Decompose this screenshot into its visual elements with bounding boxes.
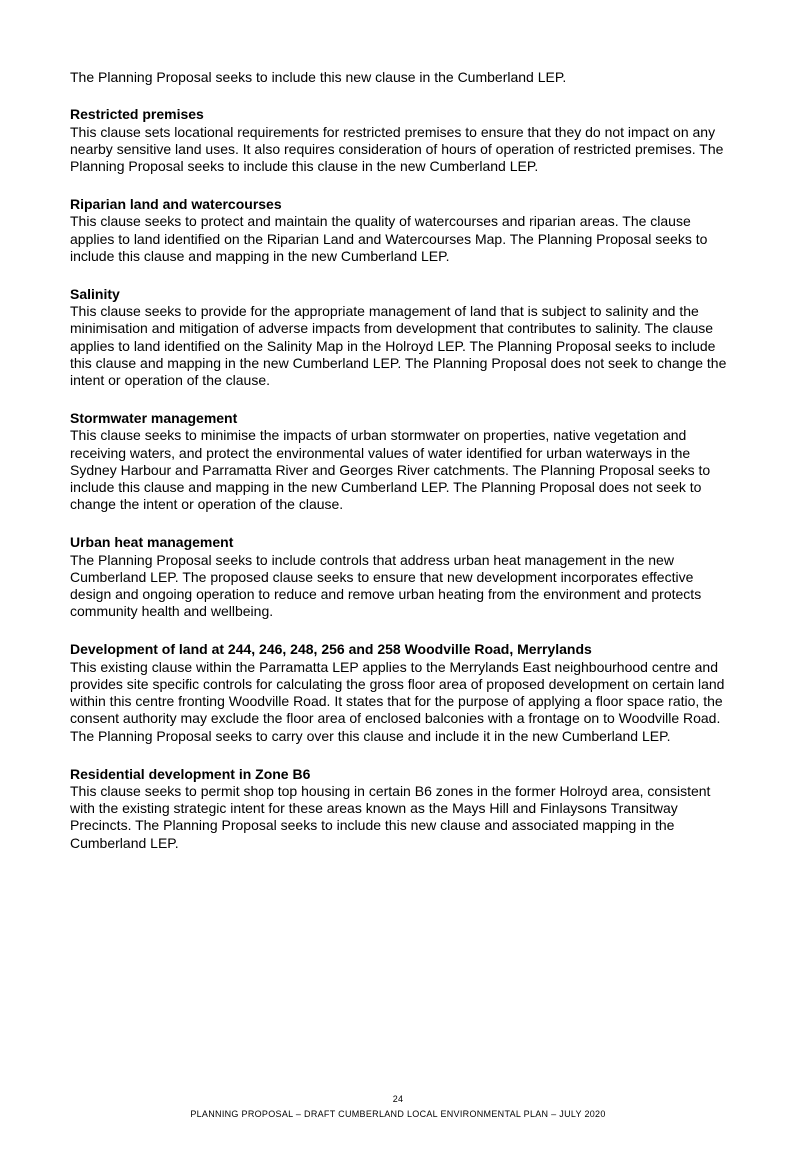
section-body: This clause seeks to provide for the appropriate management of land that is subject to salinity and the minimisation and mitigation of adverse impacts from development that contributes to salinity. The clause applies to land identified on the Salinity Map in the Holroyd LEP. The Planning Proposal seeks to include this clause and mapping in the new Cumberland LEP. The Planning Proposal does not seek to change the intent or operation of the clause. — [70, 302, 727, 389]
section-heading: Restricted premises — [70, 106, 204, 123]
document-page — [70, 69, 732, 872]
section-body: This clause seeks to protect and maintain the quality of watercourses and riparian areas. The clause applies to land identified on the Riparian Land and Watercourses Map. The Planning Proposal seeks to include this clause and mapping in the new Cumberland LEP. — [70, 213, 708, 264]
section-heading: Riparian land and watercourses — [70, 195, 282, 212]
section-stormwater-management — [70, 410, 732, 514]
section-zone-b6 — [70, 766, 732, 852]
section-urban-heat-management — [70, 534, 732, 620]
section-body: The Planning Proposal seeks to include controls that address urban heat management in the new Cumberland LEP. The proposed clause seeks to ensure that new development incorporates effective design and ongoing operation to reduce and remove urban heating from the environment and protects community health and wellbeing. — [70, 551, 702, 620]
intro-paragraph: The Planning Proposal seeks to include this new clause in the Cumberland LEP. — [70, 69, 567, 85]
section-salinity — [70, 286, 732, 390]
section-riparian-land — [70, 196, 732, 265]
section-body: This existing clause within the Parramatta LEP applies to the Merrylands East neighbourhood centre and provides site specific controls for calculating the gross floor area of proposed development on certain land within this centre fronting Woodville Road. It states that for the purpose of applying a floor space ratio, the consent authority may exclude the floor area of enclosed balconies with a frontage on to Woodville Road. The Planning Proposal seeks to carry over this clause and include it in the new Cumberland LEP. — [70, 658, 725, 744]
section-body: This clause sets locational requirements for restricted premises to ensure that they do not impact on any nearby sensitive land uses. It also requires consideration of hours of operation of restricted premises. The Planning Proposal seeks to include this clause in the new Cumberland LEP. — [70, 123, 724, 175]
section-heading: Stormwater management — [70, 409, 238, 426]
footer-title: PLANNING PROPOSAL – DRAFT CUMBERLAND LOCAL ENVIRONMENTAL PLAN – JULY 2020 — [190, 1109, 606, 1119]
section-body: This clause seeks to permit shop top housing in certain B6 zones in the former Holroyd area, consistent with the existing strategic intent for these areas known as the Mays Hill and Finlaysons Transitway Precincts. The Planning Proposal seeks to include this new clause and associated mapping in the Cumberland LEP. — [70, 782, 711, 851]
section-restricted-premises — [70, 106, 732, 175]
section-heading: Residential development in Zone B6 — [70, 765, 311, 782]
page-number: 24 — [392, 1094, 404, 1104]
section-body: This clause seeks to minimise the impacts of urban stormwater on properties, native vegetation and receiving waters, and protect the environmental values of water identified for urban waterways in the Sydney Harbour and Parramatta River and Georges River catchments. The Planning Proposal seeks to include this clause and mapping in the new Cumberland LEP. The Planning Proposal does not seek to change the intent or operation of the clause. — [70, 427, 711, 513]
section-woodville-road — [70, 641, 732, 745]
section-heading: Salinity — [70, 285, 120, 302]
section-heading: Development of land at 244, 246, 248, 256 and 258 Woodville Road, Merrylands — [70, 641, 592, 658]
section-heading: Urban heat management — [70, 534, 234, 551]
